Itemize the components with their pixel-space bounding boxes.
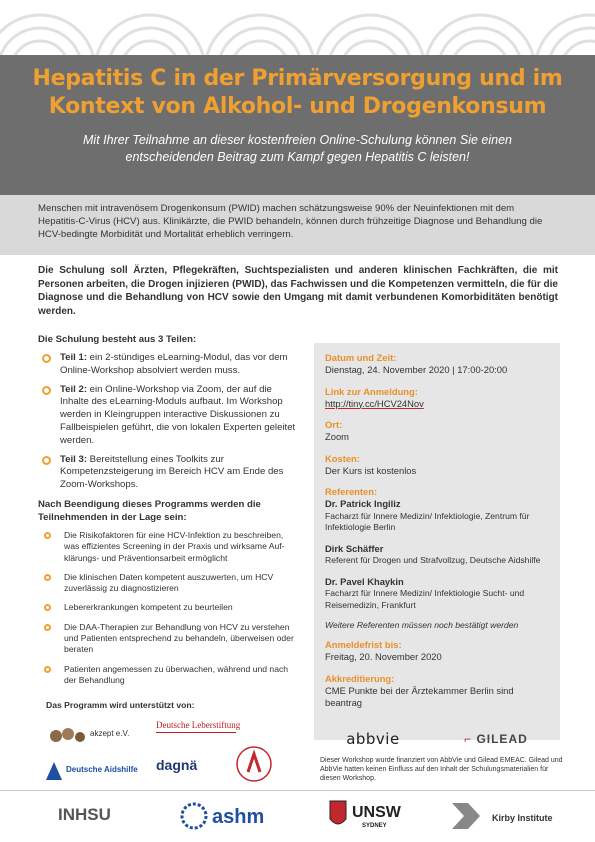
ashm-graphic [180,799,280,833]
title-banner [0,55,595,195]
list-item [38,530,298,564]
goal-text: Die Risikofaktoren für eine HCV-Infektion zu beschreiben, was effizientes Screening in der Praxis und wirksame Auf-klärungs- und Präventionsarbeit ermöglicht [64,529,285,563]
bullet-icon [44,532,51,539]
speaker-role: Facharzt für Innere Medizin/ Infektiologie Sucht- und Reisemedizin, Frankfurt [325,588,525,610]
akzept-logo [48,722,138,752]
date-label: Datum und Zeit: [325,352,397,363]
gilead-mark-icon: ⌐ [464,732,477,746]
bullet-icon [42,386,51,395]
bullet-icon [42,354,51,363]
intro-box [0,195,595,255]
title-line-2: Kontext von Alkohol- und Drogenkonsum [48,94,547,119]
dagnae-graphic [154,754,214,782]
subtitle: Mit Ihrer Teilnahme an dieser kostenfreien Online-Schulung können Sie einen entscheidenden Beitrag zum Kampf gegen Hepatitis C leisten! [83,133,512,164]
speaker-name: Dr. Patrick Ingiliz [325,498,401,509]
part-text: Bereitstellung eines Toolkits zur Kompetenzsteigerung im Bereich HCV am Ende des Zoom-Workshops. [60,453,284,491]
list-item [38,454,298,492]
list-item [38,352,298,378]
svg-text:akzept e.V.: akzept e.V. [90,729,130,738]
goals-title: Nach Beendigung dieses Programms werden die Teilnehmenden in der Lage sein: [38,498,261,523]
event-details-box [314,343,560,740]
list-item [38,622,298,656]
akzept-graphic [48,722,138,750]
part-label: Teil 1: [60,352,88,363]
bullet-icon [44,666,51,673]
list-item [38,664,298,687]
list-item [38,602,298,613]
leberstiftung-graphic [154,716,244,744]
title-line-1: Hepatitis C in der Primärversorgung und im [32,66,563,91]
date-value: Dienstag, 24. November 2020 | 17:00-20:00 [325,364,508,375]
red-ribbon-logo [234,744,274,786]
registration-link[interactable]: http://tiny.cc/HCV24Nov [325,397,424,409]
accreditation-value: CME Punkte bei der Ärztekammer Berlin sind beantrag [325,684,514,708]
bullet-icon [42,456,51,465]
aidshilfe-graphic [44,756,138,784]
ashm-logo [180,799,280,838]
goal-text: Patienten angemessen zu überwachen, während und nach der Behandlung [64,663,289,685]
red-ribbon-graphic [234,744,274,784]
parts-title: Die Schulung besteht aus 3 Teilen: [38,334,197,345]
bullet-icon [44,604,51,611]
parts-list [38,352,298,492]
svg-text:Deutsche Aidshilfe: Deutsche Aidshilfe [66,765,138,774]
deadline-label: Anmeldefrist bis: [325,639,402,650]
svg-text:Kirby Institute: Kirby Institute [492,813,553,823]
page-title [0,55,595,121]
dagnae-logo [154,754,214,784]
speaker-name: Dirk Schäffer [325,542,384,554]
svg-text:SYDNEY: SYDNEY [362,823,387,829]
unsw-logo [328,797,408,840]
unsw-graphic [328,797,408,835]
speakers-label: Referenten: [325,486,378,497]
decorative-arc-pattern [0,0,595,55]
speaker-role: Facharzt für Innere Medizin/ Infektiologie, Zentrum für Infektiologie Berlin [325,510,530,532]
leberstiftung-logo [154,716,244,746]
goal-text: Die DAA-Therapien zur Behandlung von HCV zu verstehen und Patienten entsprechend zu behandeln, überweisen oder beraten [64,621,294,655]
svg-text:ashm: ashm [212,806,265,828]
list-item [38,572,298,595]
part-text: ein Online-Workshop via Zoom, der auf die Inhalte des eLearning-Moduls aufbaut. Im Workshop werden in Kleingruppen interactive Diskussionen zu Fallbeispielen geführt, die von lokalen Experten geleitet werden. [60,383,296,446]
aidshilfe-logo [44,756,138,786]
abbvie-logo: abbvie [346,730,400,748]
supporter-logos [44,716,304,786]
kirby-graphic [448,799,558,833]
gilead-wordmark: GILEAD [476,732,528,746]
place-label: Ort: [325,419,343,430]
part-text: ein 2-stündiges eLearning-Modul, das vor dem Online-Workshop absolviert werden muss. [60,352,288,376]
program-description [38,333,298,694]
arc-pattern-graphic [0,0,595,55]
bullet-icon [44,624,51,631]
svg-text:dagnä: dagnä [156,757,198,773]
speakers-note: Weitere Referenten müssen noch bestätigt werden [325,620,519,630]
svg-text:Deutsche Leberstiftung: Deutsche Leberstiftung [156,720,241,730]
goals-list [38,530,298,686]
lead-paragraph: Die Schulung soll Ärzten, Pflegekräften, Suchtspezialisten und anderen klinischen Fachkräften, die mit Personen arbeiten, die Drogen injizieren (PWID), das Fachwissen und die Kompetenzen vermitteln, die für die Diagnose und die Behandlung von HCV sowie den Umgang mit damit verbundenen Komorbiditäten benötigt werden. [38,265,558,317]
inhsu-logo: INHSU [58,805,111,824]
intro-text: Menschen mit intravenösem Drogenkonsum (PWID) machen schätzungsweise 90% der Neuinfektionen mit dem Hepatitis-C-Virus (HCV) aus. Klinikärzte, die PWID behandeln, können durch frühzeitige Diagnose und Behandlung die HCV-bedingte Morbidität und Mortalität erheblich verringern. [38,203,543,240]
sponsor-logos [314,725,560,753]
accreditation-label: Akkreditierung: [325,672,395,684]
kirby-logo [448,799,558,838]
bullet-icon [44,574,51,581]
supported-by-title: Das Programm wird unterstützt von: [46,700,195,710]
part-label: Teil 2: [60,383,88,395]
place-value: Zoom [325,431,349,442]
sponsor-note: Dieser Workshop wurde finanziert von AbbVie und Gilead EMEAC. Gilead und AbbVie hatten keinen Einfluss auf den Inhalt der Schulungsmaterialien für diesen Workshop. [320,757,563,782]
svg-text:UNSW: UNSW [352,804,401,821]
speaker-role: Referent für Drogen und Strafvollzug, Deutsche Aidshilfe [325,555,541,565]
part-label: Teil 3: [60,453,88,465]
cost-value: Der Kurs ist kostenlos [325,464,417,476]
gilead-logo [464,732,528,746]
link-label: Link zur Anmeldung: [325,385,418,397]
cost-label: Kosten: [325,452,360,464]
goal-text: Lebererkrankungen kompetent zu beurteilen [64,602,233,613]
footer-logos [0,790,595,842]
deadline-value: Freitag, 20. November 2020 [325,651,442,662]
list-item [38,384,298,448]
goal-text: Die klinischen Daten kompetent auszuwerten, um HCV zuverlässig zu diagnostizieren [64,571,274,594]
speaker-name: Dr. Pavel Khaykin [325,575,404,587]
